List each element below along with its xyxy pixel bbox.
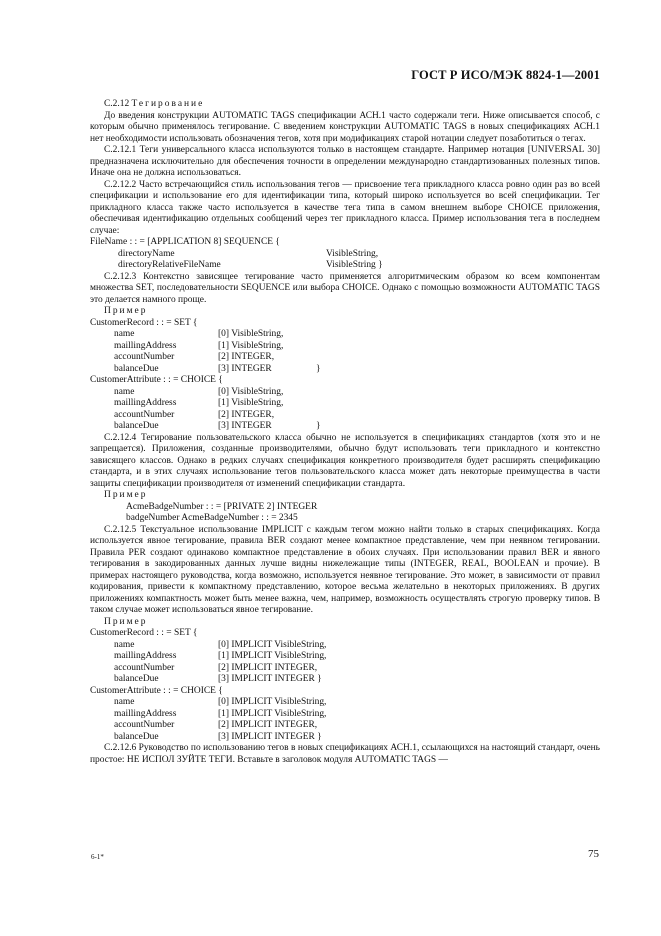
section-number: C.2.12: [104, 99, 130, 109]
code-field-name: name: [114, 639, 135, 650]
code-block-customer-1: [90, 318, 600, 433]
sheet-mark: 6-1*: [91, 853, 104, 861]
paragraph-c2124: C.2.12.4 Тегирование пользовательского класса обычно не используется в спецификациях стандартов (хотя это и не запрещается). Приложения, созданные производителями, обычно будут использовать теги прикладного и контекстно зависящего классов. Однако в редких случаях спецификация конкретного производителя будет расширять спецификацию стандарта, и в этих случаях использование тегов пользовательского класса может дать некоторые преимущества в части защиты спецификации производителя от изменений спецификации стандарта.: [90, 432, 600, 489]
example-label: Пример: [104, 616, 148, 627]
code-field-name: balanceDue: [114, 421, 159, 431]
code-line: CustomerAttribute : : = CHOICE {: [90, 685, 223, 696]
code-block-customer-implicit: [90, 628, 600, 743]
code-field-type: [1] VisibleString,: [218, 340, 284, 351]
code-field-name: balanceDue: [114, 731, 159, 742]
code-field-type: [0] VisibleString,: [218, 329, 284, 339]
paragraph-c2126: C.2.12.6 Руководство по использованию тегов в новых спецификациях АСН.1, ссылающихся на настоящий стандарт, очень простое: НЕ ИСПОЛ ЗУЙТЕ ТЕГИ. Вставьте в заголовок модуля AUTOMATIC TAGS —: [90, 743, 600, 765]
code-field-type: [3] INTEGER: [218, 421, 272, 431]
paragraph-intro: До введения конструкции AUTOMATIC TAGS спецификации АСН.1 часто содержали теги. Ниже описывается способ, с которым обычно применялось тегирование. С введением конструкции AUTOMATIC TAGS в новых спецификациях АСН.1 нет необходимости использовать обозначения тегов, хотя при модификациях старой нотации следует позаботиться о тегах.: [90, 110, 600, 144]
code-field-name: name: [114, 386, 135, 397]
section-heading: [90, 99, 600, 111]
code-field-type: [1] IMPLICIT VisibleString,: [218, 651, 327, 661]
code-field-type: [3] IMPLICIT INTEGER }: [218, 731, 322, 742]
code-field-name: accountNumber: [114, 409, 175, 420]
code-field-name: balanceDue: [114, 674, 159, 684]
code-field-name: name: [114, 329, 135, 339]
code-field-type: [1] VisibleString,: [218, 398, 284, 408]
example-label: Пример: [104, 490, 148, 500]
paragraph-c2125: C.2.12.5 Текстуальное использование IMPLICIT с каждым тегом можно найти только в старых спецификациях. Когда используется явное тегирование, правила BER создают менее компактное представление, чем при неявном тегировании. Правила PER создают одинаково компактное представление в обоих случаях. При использовании правил BER и явного тегирования в закодированных данных лучше видны нижележащие типы (INTEGER, REAL, BOOLEAN и прочие). В примерах настоящего руководства, когда возможно, используется неявное тегирование. Это может, в зависимости от правил кодирования, привести к компактному представлению, которое весьма желательно в некоторых приложениях. В других приложениях компактность может быть менее важна, чем, например, возможность осуществлять строгую проверку типов. В таком случае может использоваться явное тегирование.: [90, 524, 600, 615]
code-field-name: accountNumber: [114, 720, 175, 730]
code-line: CustomerRecord : : = SET {: [90, 628, 198, 638]
paragraph-c2123: C.2.12.3 Контекстно зависящее тегирование часто применяется алгоритмическим образом ко всем компонентам множества SET, последовательности SEQUENCE или выбора CHOICE. Однако с помощью возможности AUTOMATIC TAGS это делается намного проще.: [90, 271, 600, 305]
code-block-filename: [90, 237, 600, 272]
code-field-type: VisibleString,: [326, 248, 379, 259]
code-field-type: [0] IMPLICIT VisibleString,: [218, 697, 327, 707]
code-field-type: [2] IMPLICIT INTEGER,: [218, 720, 318, 730]
code-field-type: VisibleString }: [326, 260, 383, 270]
code-field-type: [2] INTEGER,: [218, 409, 275, 420]
example-label: Пример: [104, 306, 148, 316]
code-field-name: directoryName: [118, 248, 175, 259]
code-field-type: [3] IMPLICIT INTEGER }: [218, 674, 322, 684]
code-field-name: directoryRelativeFileName: [118, 260, 221, 270]
code-field-type: [1] IMPLICIT VisibleString,: [218, 708, 327, 719]
code-closing-brace: }: [316, 363, 321, 374]
code-field-name: maillingAddress: [114, 398, 177, 408]
code-line: CustomerAttribute : : = CHOICE {: [90, 375, 223, 385]
code-field-type: [2] IMPLICIT INTEGER,: [218, 662, 318, 673]
page-number: 75: [588, 848, 599, 860]
code-line: FileName : : = [APPLICATION 8] SEQUENCE {: [90, 237, 280, 247]
code-line: AcmeBadgeNumber : : = [PRIVATE 2] INTEGER: [126, 501, 318, 512]
code-field-type: [0] IMPLICIT VisibleString,: [218, 639, 327, 650]
code-field-name: maillingAddress: [114, 340, 177, 351]
code-closing-brace: }: [316, 421, 321, 431]
code-field-name: maillingAddress: [114, 651, 177, 661]
code-field-name: balanceDue: [114, 363, 159, 374]
code-field-name: maillingAddress: [114, 708, 177, 719]
code-field-name: accountNumber: [114, 662, 175, 673]
document-body: [90, 99, 600, 766]
code-field-type: [3] INTEGER: [218, 363, 272, 374]
code-field-type: [0] VisibleString,: [218, 386, 284, 397]
code-line: badgeNumber AcmeBadgeNumber : : = 2345: [126, 513, 298, 523]
code-field-type: [2] INTEGER,: [218, 352, 275, 362]
paragraph-c2122: C.2.12.2 Часто встречающийся стиль использования тегов — присвоение тега прикладного класса ровно один раз во всей спецификации и использование его для идентификации типа, который широко используется во всей спецификации. Тег прикладного класса также часто используется в качестве тега типа в самом внешнем выборе CHOICE приложения, обеспечивая идентификацию отдельных сообщений через тег прикладного класса. Пример использования тега в последнем случае:: [90, 179, 600, 236]
code-field-name: name: [114, 697, 135, 707]
page-header-title: ГОСТ Р ИСО/МЭК 8824-1—2001: [411, 68, 600, 82]
paragraph-c2121: C.2.12.1 Теги универсального класса используются только в настоящем стандарте. Например нотация [UNIVERSAL 30] предназначена исключительно для обеспечения точности в определении международно стандартизованных полезных типов. Иначе она не должна использоваться.: [90, 145, 600, 178]
code-block-badge: [90, 502, 600, 525]
code-field-name: accountNumber: [114, 352, 175, 362]
code-line: CustomerRecord : : = SET {: [90, 317, 198, 328]
section-title: Тегирование: [131, 99, 205, 109]
